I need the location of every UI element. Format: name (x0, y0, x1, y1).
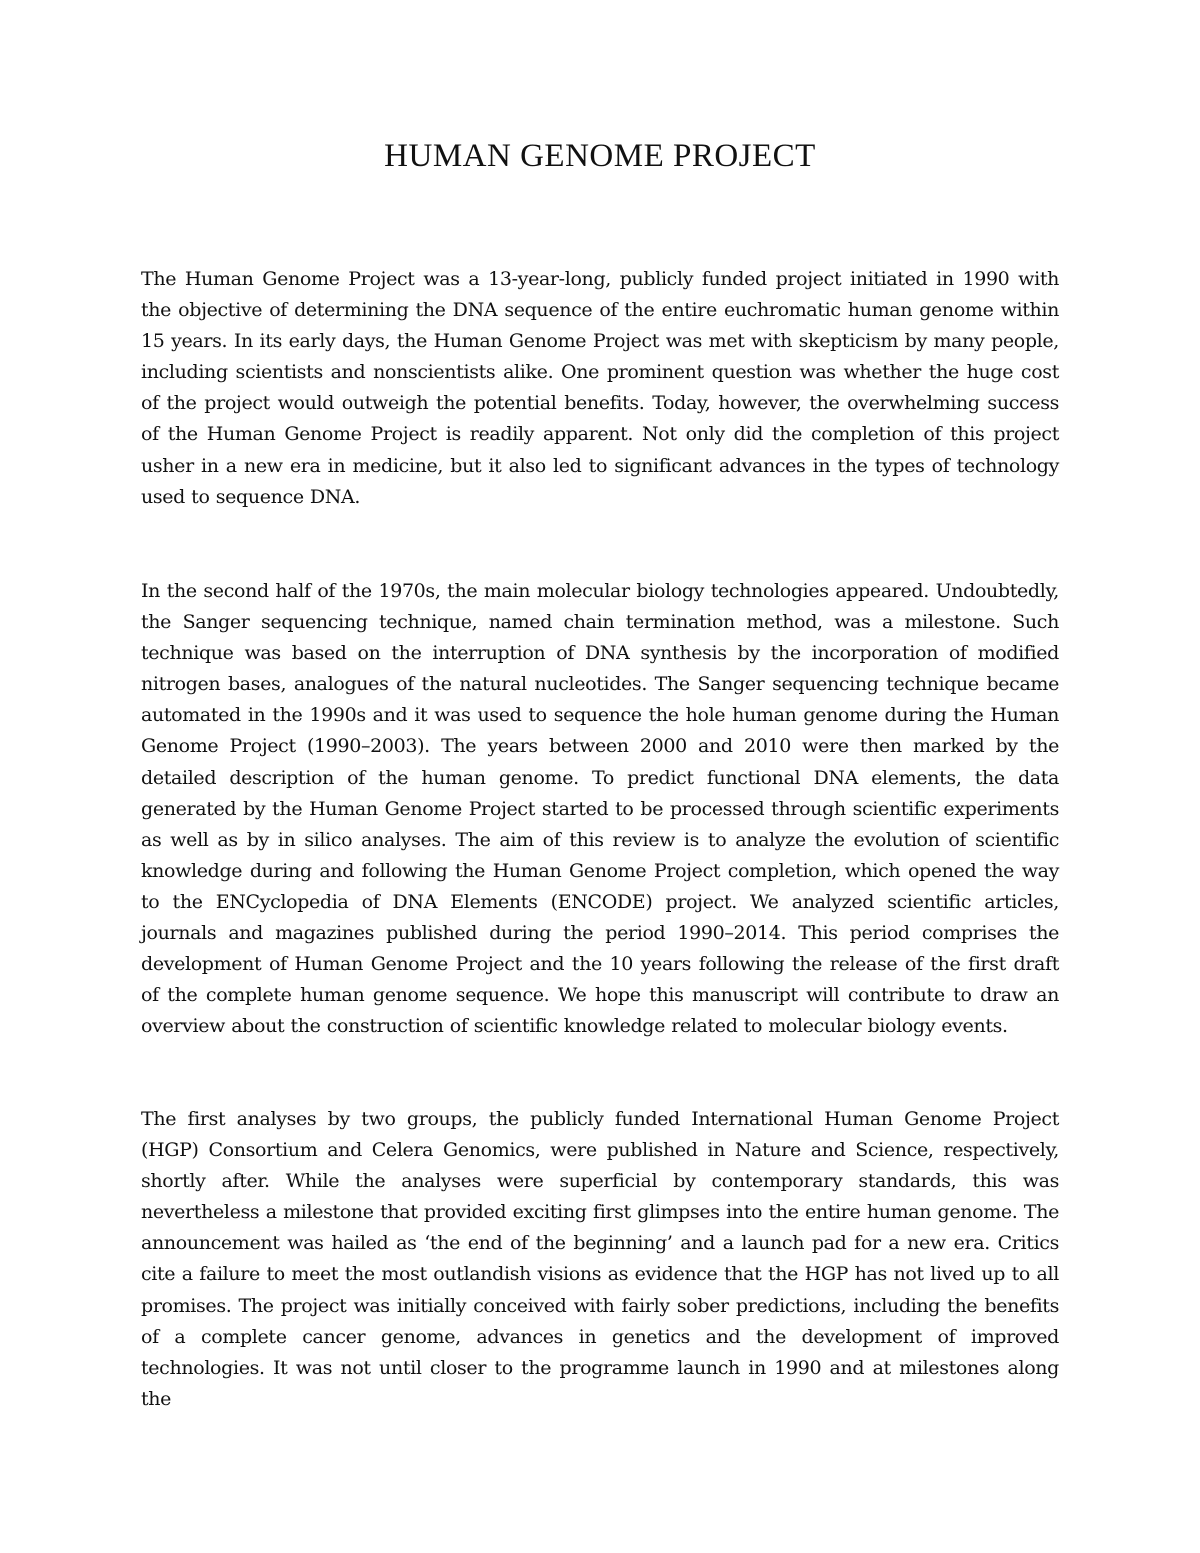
paragraph-first-analyses: The first analyses by two groups, the publicly funded International Human Genome Project (HGP) Consortium and Celera Genomics, were published in Nature and Science, respectively, shortly after. While the analyses were superficial by contemporary standards, this was nevertheless a milestone that provided exciting first glimpses into the entire human genome. The announcement was hailed as ‘the end of the beginning’ and a launch pad for a new era. Critics cite a failure to meet the most outlandish visions as evidence that the HGP has not lived up to all promises. The project was initially conceived with fairly sober predictions, including the benefits of a complete cancer genome, advances in genetics and the development of improved technologies. It was not until closer to the programme launch in 1990 and at milestones along the (141, 1108, 1059, 1410)
page-title: HUMAN GENOME PROJECT (384, 138, 816, 174)
paragraph-sanger-sequencing: In the second half of the 1970s, the main molecular biology technologies appeared. Undoubtedly, the Sanger sequencing technique, named chain termination method, was a milestone. Such technique was based on the interruption of DNA synthesis by the incorporation of modified nitrogen bases, analogues of the natural nucleotides. The Sanger sequencing technique became automated in the 1990s and it was used to sequence the hole human genome during the Human Genome Project (1990–2003). The years between 2000 and 2010 were then marked by the detailed description of the human genome. To predict functional DNA elements, the data generated by the Human Genome Project started to be processed through scientific experiments as well as by in silico analyses. The aim of this review is to analyze the evolution of scientific knowledge during and following the Human Genome Project completion, which opened the way to the ENCyclopedia of DNA Elements (ENCODE) project. We analyzed scientific articles, journals and magazines published during the period 1990–2014. This period comprises the development of Human Genome Project and the 10 years following the release of the first draft of the complete human genome sequence. We hope this manuscript will contribute to draw an overview about the construction of scientific knowledge related to molecular biology events. (141, 580, 1059, 1038)
paragraph-intro: The Human Genome Project was a 13-year-long, publicly funded project initiated in 1990 with the objective of determining the DNA sequence of the entire euchromatic human genome within 15 years. In its early days, the Human Genome Project was met with skepticism by many people, including scientists and nonscientists alike. One prominent question was whether the huge cost of the project would outweigh the potential benefits. Today, however, the overwhelming success of the Human Genome Project is readily apparent. Not only did the completion of this project usher in a new era in medicine, but it also led to significant advances in the types of technology used to sequence DNA. (141, 268, 1059, 508)
